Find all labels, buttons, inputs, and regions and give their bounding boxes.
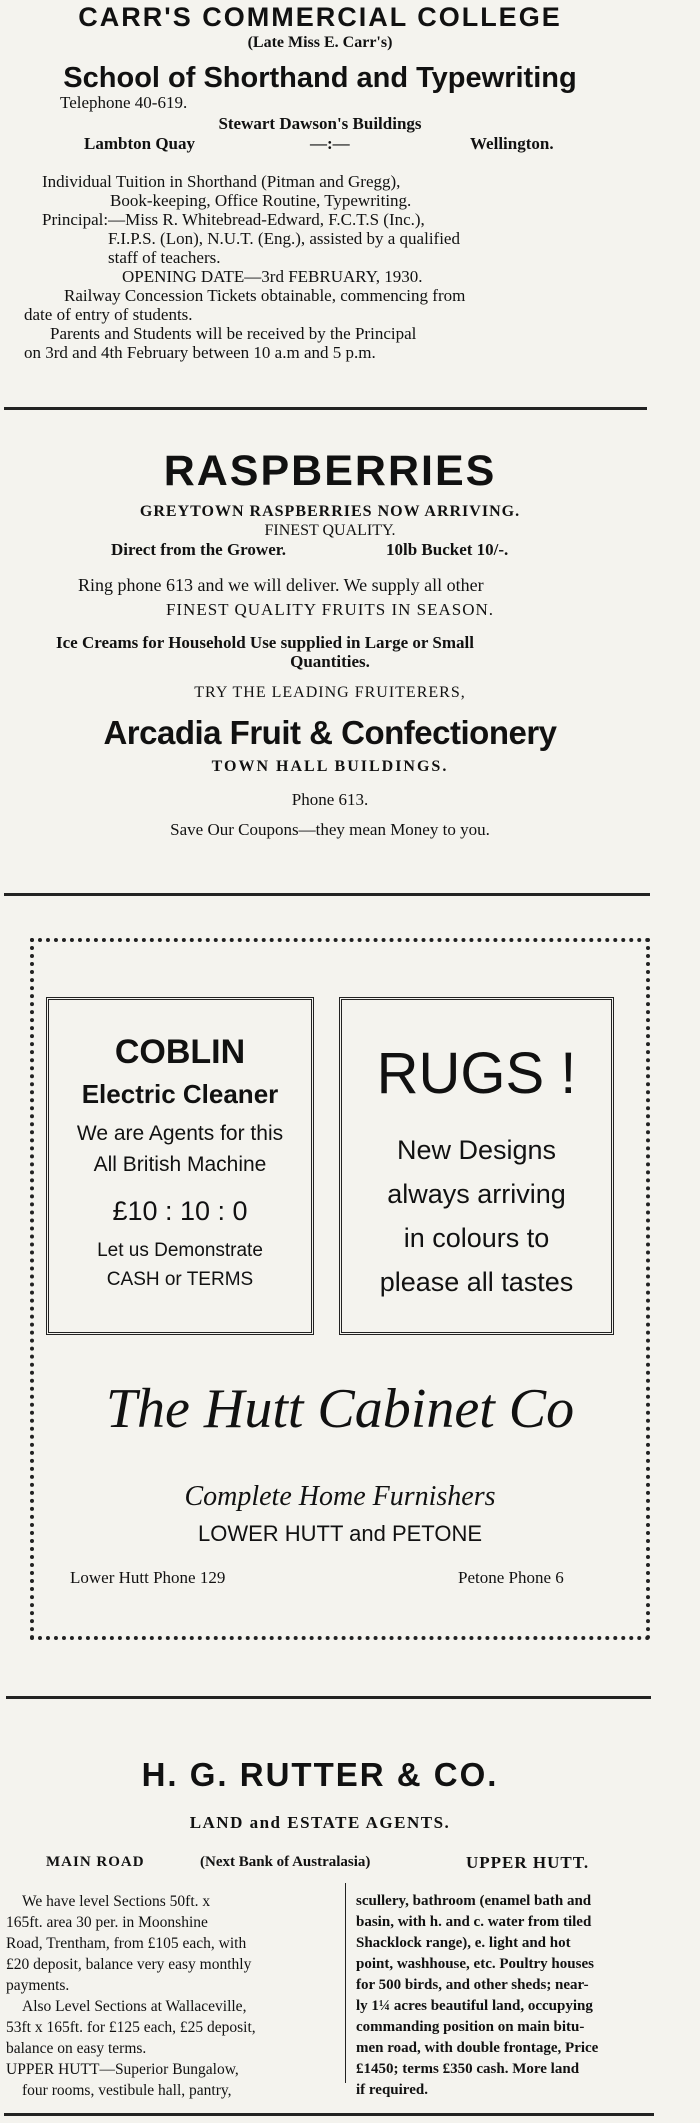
- carrs-subtitle: (Late Miss E. Carr's): [247, 34, 393, 51]
- rutter-address-right: UPPER HUTT.: [466, 1853, 590, 1872]
- carrs-line: OPENING DATE—3rd FEBRUARY, 1930.: [122, 267, 423, 286]
- rutter-col1-line: 53ft x 165ft. for £125 each, £25 deposit,: [6, 2019, 256, 2036]
- carrs-line: Parents and Students will be received by the Principal: [50, 324, 417, 343]
- coblin-title: COBLIN: [114, 1033, 246, 1071]
- hutt-ad-frame: [30, 938, 650, 1640]
- rutter-column-rule: [345, 1883, 346, 2083]
- raspberries-line2: FINEST QUALITY.: [264, 522, 396, 539]
- carrs-line: on 3rd and 4th February between 10 a.m and 5 p.m.: [24, 343, 376, 362]
- rutter-col1-line: Road, Trentham, from £105 each, with: [6, 1935, 247, 1952]
- coblin-subtitle: Electric Cleaner: [81, 1079, 279, 1109]
- raspberries-coupons: Save Our Coupons—they mean Money to you.: [170, 820, 490, 839]
- raspberries-location: TOWN HALL BUILDINGS.: [211, 758, 449, 775]
- rugs-line3: in colours to: [403, 1223, 550, 1253]
- divider-rule: [4, 893, 650, 896]
- coblin-line2: All British Machine: [93, 1153, 267, 1176]
- rutter-col2-line: basin, with h. and c. water from tiled: [356, 1914, 592, 1930]
- rutter-address-left: MAIN ROAD: [46, 1854, 145, 1870]
- rutter-col2-line: commanding position on main bitu-: [356, 2019, 585, 2035]
- rutter-col1-line: 165ft. area 30 per. in Moonshine: [6, 1914, 208, 1931]
- rutter-col2-line: scullery, bathroom (enamel bath and: [356, 1893, 592, 1909]
- carrs-heading: School of Shorthand and Typewriting: [63, 62, 577, 94]
- rutter-col1-line: £20 deposit, balance very easy monthly: [6, 1956, 252, 1973]
- hutt-tagline: Complete Home Furnishers: [184, 1481, 496, 1512]
- rutter-col2-line: Shacklock range), e. light and hot: [356, 1935, 571, 1951]
- divider-rule: [4, 407, 647, 410]
- hutt-phone-right: Petone Phone 6: [458, 1568, 564, 1587]
- carrs-telephone: Telephone 40-619.: [60, 93, 188, 112]
- carrs-address-right: Wellington.: [470, 134, 554, 153]
- rutter-col1-line: We have level Sections 50ft. x: [22, 1893, 211, 1910]
- rutter-col2-line: for 500 birds, and other sheds; near-: [356, 1977, 589, 1993]
- raspberries-company: Arcadia Fruit & Confectionery: [103, 714, 557, 751]
- rutter-col1-line: four rooms, vestibule hall, pantry,: [22, 2082, 232, 2099]
- carrs-line: Principal:—Miss R. Whitebread-Edward, F.C.T.S (Inc.),: [42, 210, 425, 229]
- divider-rule: [4, 2113, 654, 2116]
- hutt-locations: LOWER HUTT and PETONE: [197, 1521, 483, 1546]
- rutter-col2-line: men road, with double frontage, Price: [356, 2040, 599, 2056]
- raspberries-line5: FINEST QUALITY FRUITS IN SEASON.: [165, 600, 495, 619]
- rugs-line4: please all tastes: [379, 1267, 574, 1297]
- rutter-col2-line: £1450; terms £350 cash. More land: [356, 2061, 580, 2077]
- raspberries-line3b: 10lb Bucket 10/-.: [386, 540, 509, 559]
- carrs-address-left: Lambton Quay: [84, 134, 195, 153]
- rutter-col2-line: ly 1¼ acres beautiful land, occupying: [356, 1998, 593, 2014]
- rugs-box: [339, 997, 614, 1335]
- coblin-line1: We are Agents for this: [76, 1122, 284, 1145]
- hutt-company: The Hutt Cabinet Co: [105, 1378, 575, 1440]
- rutter-title: H. G. RUTTER & CO.: [141, 1756, 499, 1793]
- coblin-price: £10 : 10 : 0: [112, 1196, 248, 1226]
- carrs-line: Railway Concession Tickets obtainable, commencing from: [64, 286, 466, 305]
- rutter-col2-line: if required.: [356, 2082, 428, 2098]
- divider-rule: [6, 1696, 651, 1699]
- rugs-line1: New Designs: [396, 1135, 557, 1165]
- carrs-line: date of entry of students.: [24, 305, 193, 324]
- rutter-col1-line: payments.: [6, 1977, 70, 1994]
- coblin-line3: Let us Demonstrate: [97, 1240, 263, 1261]
- rutter-subtitle: LAND and ESTATE AGENTS.: [189, 1813, 451, 1832]
- carrs-address-sep: —:—: [310, 134, 350, 153]
- hutt-phone-left: Lower Hutt Phone 129: [70, 1568, 226, 1587]
- raspberries-line6: Ice Creams for Household Use supplied in Large or Small: [56, 633, 474, 652]
- raspberries-line3a: Direct from the Grower.: [111, 540, 286, 559]
- raspberries-title: RASPBERRIES: [163, 447, 497, 495]
- carrs-title: CARR'S COMMERCIAL COLLEGE: [78, 2, 562, 32]
- rutter-col1-line: Also Level Sections at Wallaceville,: [22, 1998, 247, 2015]
- coblin-line4: CASH or TERMS: [106, 1269, 254, 1290]
- carrs-building: Stewart Dawson's Buildings: [218, 114, 422, 133]
- carrs-line: staff of teachers.: [108, 248, 221, 267]
- raspberries-phone: Phone 613.: [291, 790, 369, 809]
- carrs-line: Individual Tuition in Shorthand (Pitman and Gregg),: [42, 172, 401, 191]
- rutter-col1-line: balance on easy terms.: [6, 2040, 147, 2057]
- rutter-address-mid: (Next Bank of Australasia): [200, 1854, 371, 1870]
- rugs-title: RUGS !: [376, 1041, 577, 1106]
- rugs-line2: always arriving: [387, 1179, 566, 1209]
- coblin-box: [46, 997, 314, 1335]
- carrs-line: F.I.P.S. (Lon), N.U.T. (Eng.), assisted by a qualified: [108, 229, 460, 248]
- raspberries-line7: Quantities.: [290, 652, 370, 671]
- carrs-line: Book-keeping, Office Routine, Typewriting.: [110, 191, 412, 210]
- rutter-col1-line: UPPER HUTT—Superior Bungalow,: [6, 2061, 239, 2078]
- raspberries-line1: GREYTOWN RASPBERRIES NOW ARRIVING.: [139, 503, 521, 520]
- raspberries-line4: Ring phone 613 and we will deliver. We supply all other: [78, 575, 484, 595]
- rutter-col2-line: point, washhouse, etc. Poultry houses: [356, 1956, 594, 1972]
- raspberries-line8: TRY THE LEADING FRUITERERS,: [194, 684, 466, 701]
